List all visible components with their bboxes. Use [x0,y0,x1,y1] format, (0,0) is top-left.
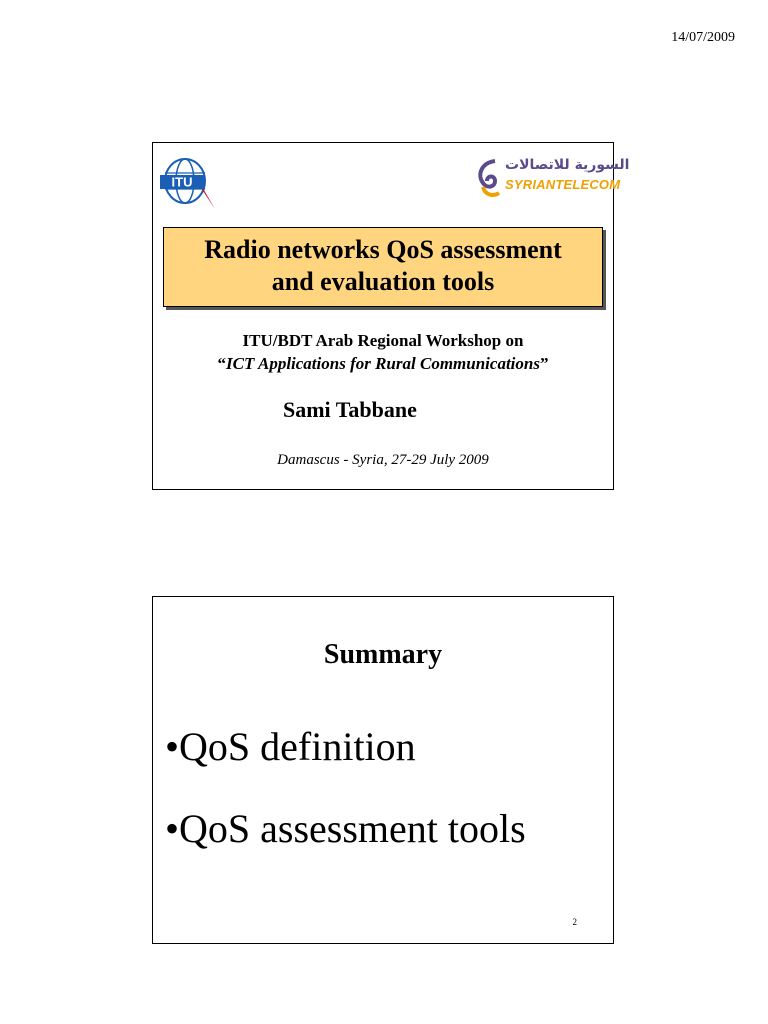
itu-logo [157,151,219,213]
title-line-1: Radio networks QoS assessment [204,235,562,264]
swirl-icon [475,157,503,199]
syrian-telecom-logo [475,155,630,201]
summary-title: Summary [323,639,443,670]
workshop-name: ICT Applications for Rural Communications [226,354,540,373]
slide-page-number: 2 [572,917,577,927]
venue-date: Damascus - Syria, 27-29 July 2009 [277,452,489,468]
itu-logo-text: ITU [171,174,193,190]
author-name: Sami Tabbane [283,397,417,422]
syrian-telecom-latin: SYRIANTELECOM [505,177,621,192]
bullet-qos-assessment-tools: •QoS assessment tools [165,806,526,851]
bullet-qos-definition: •QoS definition [165,724,416,769]
slide-title-box [163,227,603,307]
close-quote: ” [539,354,549,373]
page-date: 14/07/2009 [671,30,735,45]
syrian-telecom-arabic: السورية للاتصالات [505,157,630,173]
workshop-info [153,329,613,375]
workshop-line-1: ITU/BDT Arab Regional Workshop on [242,331,524,350]
open-quote: “ [217,354,227,373]
title-slide [152,142,630,490]
summary-slide [152,596,614,944]
title-line-2: and evaluation tools [271,267,495,296]
workshop-line-2 [153,352,613,375]
